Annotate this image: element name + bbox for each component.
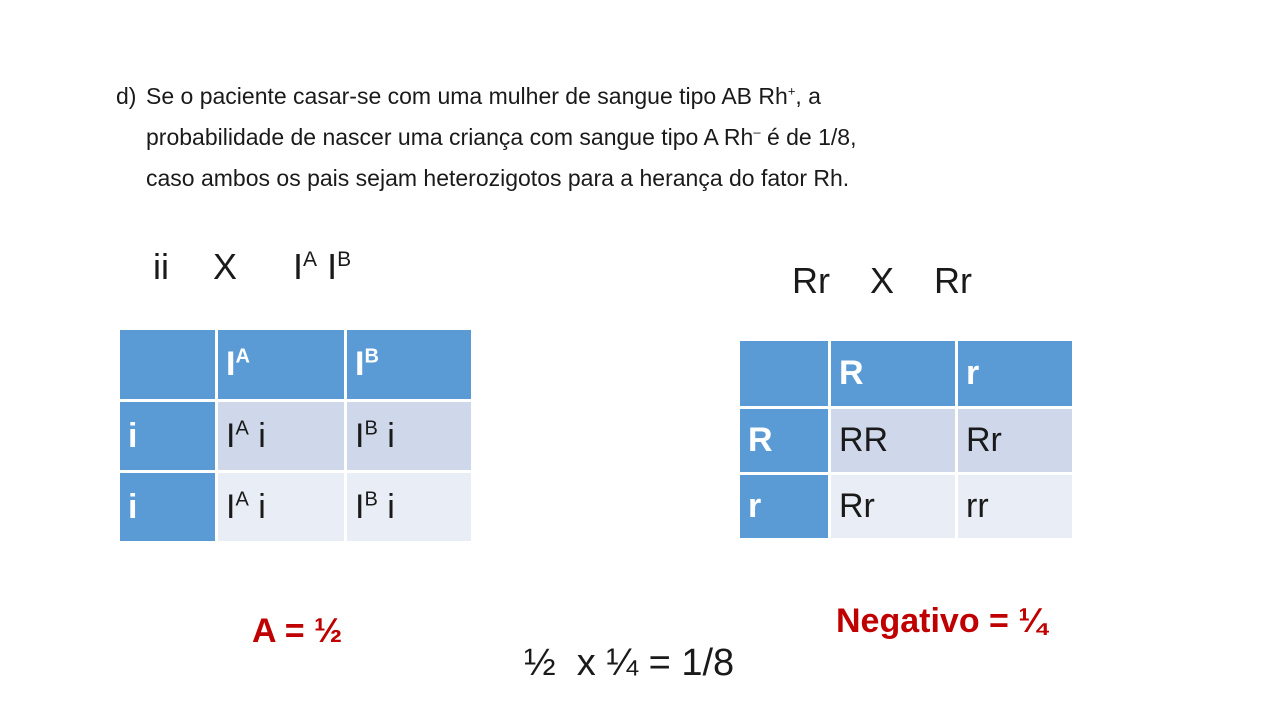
table-row [739, 474, 1074, 540]
row-header-cell: R [739, 408, 830, 474]
table-row [739, 408, 1074, 474]
header-cell: $I^B$ [346, 329, 473, 401]
abo-punnett-table [117, 327, 474, 544]
statement-line-3: caso ambos os pais sejam heterozigotos para a herança do fator Rh. [146, 165, 850, 191]
abo-cross-right: $I^A$ $I^B$ [293, 246, 352, 287]
final-probability-equation: ½ x ¼ = 1/8 [524, 642, 735, 684]
genotype-cell: $I^B$ i [346, 472, 473, 543]
header-cell: r [957, 340, 1074, 408]
rh-cross-x: X [870, 260, 895, 301]
rh-cross-right: Rr [934, 260, 973, 301]
row-header-cell: r [739, 474, 830, 540]
blood-type-a-probability: A = ½ [252, 612, 343, 650]
abo-cross-x: X [213, 246, 238, 287]
table-corner-cell [739, 340, 830, 408]
header-cell: $I^A$ [217, 329, 346, 401]
rh-punnett-table [737, 338, 1075, 541]
genotype-cell: RR [830, 408, 957, 474]
abo-cross-left: ii [153, 246, 169, 287]
genotype-cell: Rr [957, 408, 1074, 474]
genotype-cell: $I^A$ i [217, 472, 346, 543]
rh-negative-probability: Negativo = ¼ [836, 602, 1047, 640]
statement-line-1: Se o paciente casar-se com uma mulher de sangue tipo AB Rh+, a [146, 83, 821, 109]
genotype-cell: $I^A$ i [217, 401, 346, 472]
row-header-cell: i [119, 472, 217, 543]
genotype-cell: Rr [830, 474, 957, 540]
table-corner-cell [119, 329, 217, 401]
table-row [119, 401, 473, 472]
genotype-cell: $I^B$ i [346, 401, 473, 472]
row-header-cell: i [119, 401, 217, 472]
item-label: d) [116, 83, 137, 109]
rh-negative-sign: – [753, 124, 761, 140]
table-header-row [119, 329, 473, 401]
table-row [119, 472, 473, 543]
rh-cross [792, 260, 972, 302]
question-statement [116, 76, 1048, 199]
genotype-cell: rr [957, 474, 1074, 540]
abo-cross [153, 246, 351, 288]
statement-line-2: probabilidade de nascer uma criança com sangue tipo A Rh– é de 1/8, [146, 124, 857, 150]
rh-cross-left: Rr [792, 260, 830, 301]
table-header-row [739, 340, 1074, 408]
header-cell: R [830, 340, 957, 408]
rh-positive-sign: + [787, 83, 796, 99]
